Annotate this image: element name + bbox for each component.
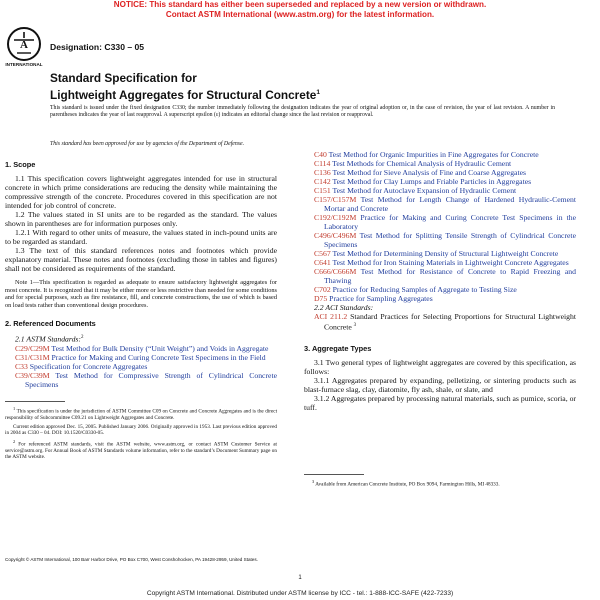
reference-code[interactable]: C31/C31M xyxy=(15,352,50,362)
footnote-1b: Current edition approved Dec. 15, 2005. Published January 2006. Originally approved in 1953. Last previous edition approved in 2004 as C330 – 04. DOI: 10.1520/C0330-05. xyxy=(5,423,277,437)
reference-item[interactable] xyxy=(314,258,576,267)
scope-para-2: 1.2 The values stated in SI units are to be regarded as the standard. The values shown in parentheses are for information purposes only. xyxy=(5,210,277,228)
reference-title: Test Method for Iron Staining Materials in Lightweight Concrete Aggregates xyxy=(332,258,569,267)
left-reference-list xyxy=(5,344,277,389)
reference-item[interactable] xyxy=(314,249,576,258)
reference-item[interactable] xyxy=(314,195,576,213)
copyright-line: Copyright © ASTM International, 100 Barr Harbor Drive, PO Box C700, West Conshohocken, PA 19428-2959, United States. xyxy=(5,557,258,562)
reference-item[interactable] xyxy=(314,177,576,186)
reference-title: Practice for Making and Curing Concrete Test Specimens in the Laboratory xyxy=(324,213,576,231)
reference-title: Test Method for Organic Impurities in Fine Aggregates for Concrete xyxy=(328,150,539,159)
reference-item[interactable] xyxy=(15,371,277,389)
page-number: 1 xyxy=(298,575,302,581)
aggregate-para-2: 3.1.1 Aggregates prepared by expanding, pelletizing, or sintering products such as blast-furnace slag, clay, diatomite, fly ash, shale, or slate, and xyxy=(304,375,576,394)
reference-code[interactable]: C136 xyxy=(314,168,331,177)
footnote-2: $^2$ For referenced ASTM standards, visit the ASTM website, www.astm.org, or contact ASTM Customer Service at service@astm.org. For Annual Book of ASTM Standards volume information, refer to the standard’s Document Summary page on the ASTM website. xyxy=(5,438,277,461)
footnote-3: $^3$ Available from American Concrete Institute, PO Box 9094, Farmington Hills, MI 48333. xyxy=(312,479,500,488)
scope-para-3: 1.2.1 With regard to other units of measure, the values stated in inch-pound units are to be regarded as standard. xyxy=(5,228,277,246)
right-column xyxy=(304,150,576,412)
reference-item[interactable] xyxy=(15,362,277,371)
footnote-1a: $^1$ This specification is under the jurisdiction of ASTM Committee C09 on Concrete and Concrete Aggregates and is the direct responsibility of Subcommittee C09.21 on Lightweight Aggregates and Concrete. xyxy=(5,405,278,422)
reference-code[interactable]: C567 xyxy=(314,249,331,258)
reference-title: Test Method for Resistance of Concrete to Rapid Freezing and Thawing xyxy=(324,267,576,285)
reference-item[interactable] xyxy=(15,353,277,362)
reference-code[interactable]: C33 xyxy=(15,361,28,371)
reference-item[interactable] xyxy=(314,168,576,177)
svg-text:A: A xyxy=(20,39,28,51)
reference-item[interactable] xyxy=(314,231,576,249)
reference-title: Test Method for Splitting Tensile Strength of Cylindrical Concrete Specimens xyxy=(324,231,576,249)
preamble: This standard is issued under the fixed designation C330; the number immediately following the designation indicates the year of original adoption or, in the case of revision, the year of last revision. A number in parentheses indicates the year of last reapproval. A superscript epsilon (ε) indicates an editorial change since the last revision or reapproval. xyxy=(50,105,555,118)
reference-title: Test Methods for Chemical Analysis of Hydraulic Cement xyxy=(332,159,512,168)
footnote-divider xyxy=(5,401,65,402)
scope-para-1: 1.1 This specification covers lightweight aggregates intended for use in structural concrete in which prime considerations are reducing the density while maintaining the compressive strength of the concrete. Procedures covered in this specification are not intended for job control of concrete. xyxy=(5,174,277,210)
reference-code[interactable]: C142 xyxy=(314,177,331,186)
footnote-divider-right xyxy=(304,474,364,475)
document-title xyxy=(50,72,390,102)
scope-heading: 1. Scope xyxy=(5,160,36,169)
reference-code[interactable]: C39/C39M xyxy=(15,370,50,380)
reference-code[interactable]: C702 xyxy=(314,285,331,294)
reference-item[interactable] xyxy=(314,150,576,159)
reference-title: Practice for Making and Curing Concrete Test Specimens in the Field xyxy=(51,352,266,362)
right-reference-list xyxy=(304,150,576,303)
reference-title: Specification for Concrete Aggregates xyxy=(29,361,148,371)
title-line-1: Standard Specification for xyxy=(50,71,197,85)
reference-code[interactable]: D75 xyxy=(314,294,328,303)
astm-standards-heading: 2.1 ASTM Standards:$^2$ xyxy=(15,334,84,344)
reference-title: Practice for Sampling Aggregates xyxy=(329,294,433,303)
reference-code[interactable]: C641 xyxy=(314,258,331,267)
aci-reference[interactable]: ACI 211.2 Standard Practices for Selecting Proportions for Structural Lightweight Concrete $^3$ xyxy=(314,312,576,332)
reference-code[interactable]: C29/C29M xyxy=(15,343,50,353)
aggregate-para-3: 3.1.2 Aggregates prepared by processing natural materials, such as pumice, scoria, or tuff. xyxy=(304,393,576,412)
astm-logo-icon xyxy=(6,26,42,62)
reference-title: Test Method for Clay Lumps and Friable Particles in Aggregates xyxy=(332,177,532,186)
reference-item[interactable] xyxy=(15,344,277,353)
refdocs-heading: 2. Referenced Documents xyxy=(5,319,96,329)
aggregate-heading: 3. Aggregate Types xyxy=(304,343,372,353)
reference-code[interactable]: C666/C666M xyxy=(314,267,357,276)
reference-title: Test Method for Autoclave Expansion of Hydraulic Cement xyxy=(332,186,517,195)
title-line-2: Lightweight Aggregates for Structural Concrete$^1$ xyxy=(50,87,320,102)
reference-title: Test Method for Determining Density of Structural Lightweight Concrete xyxy=(332,249,559,258)
withdrawal-notice xyxy=(0,0,600,19)
scope-note: Note 1—This specification is regarded as adequate to ensure satisfactory lightweight aggregates for most concrete. It is recognized that it may be either more or less restrictive than needed for some conditions and for special purposes, such as fire resistance, fill, and concrete constructions, the use of which is based on load tests rather than conventional design procedures. xyxy=(5,279,277,309)
notice-line-2: Contact ASTM International (www.astm.org) for the latest information. xyxy=(165,9,435,19)
reference-item[interactable] xyxy=(314,186,576,195)
reference-code[interactable]: C157/C157M xyxy=(314,195,357,204)
reference-code[interactable]: C151 xyxy=(314,186,331,195)
reference-item[interactable] xyxy=(314,294,576,303)
notice-line-1: NOTICE: This standard has either been superseded and replaced by a new version or withdrawn. xyxy=(113,0,487,9)
aci-standards-heading: 2.2 ACI Standards: xyxy=(314,303,374,312)
logo-label: INTERNATIONAL xyxy=(5,62,43,67)
reference-title: Test Method for Compressive Strength of Cylindrical Concrete Specimens xyxy=(25,370,277,389)
license-footer: Copyright ASTM International. Distributed under ASTM license by ICC - tel.: 1-888-ICC-SAFE (422-7233) xyxy=(146,590,454,597)
reference-code[interactable]: C496/C496M xyxy=(314,231,357,240)
reference-item[interactable] xyxy=(314,213,576,231)
reference-code[interactable]: C114 xyxy=(314,159,331,168)
reference-title: Test Method for Sieve Analysis of Fine and Coarse Aggregates xyxy=(332,168,527,177)
aggregate-para-1: 3.1 Two general types of lightweight aggregates are covered by this specification, as follows: xyxy=(304,357,576,376)
reference-title: Test Method for Bulk Density (“Unit Weight”) and Voids in Aggregate xyxy=(51,343,269,353)
reference-title: Practice for Reducing Samples of Aggregate to Testing Size xyxy=(332,285,517,294)
designation: Designation: C330 – 05 xyxy=(50,42,145,52)
reference-title: Test Method for Length Change of Hardened Hydraulic-Cement Mortar and Concrete xyxy=(324,195,576,213)
approval-note: This standard has been approved for use by agencies of the Department of Defense. xyxy=(50,141,245,147)
right-footnotes xyxy=(304,462,576,490)
reference-item[interactable] xyxy=(314,159,576,168)
title-footnote-mark: 1 xyxy=(316,88,320,96)
reference-item[interactable] xyxy=(314,267,576,285)
reference-item[interactable] xyxy=(314,285,576,294)
reference-code[interactable]: C40 xyxy=(314,150,327,159)
scope-para-4: 1.3 The text of this standard references notes and footnotes which provide explanatory material. These notes and footnotes (excluding those in tables and figures) shall not be considered as requirements of the standard. xyxy=(5,246,277,273)
left-column xyxy=(5,150,277,463)
reference-code[interactable]: C192/C192M xyxy=(314,213,357,222)
